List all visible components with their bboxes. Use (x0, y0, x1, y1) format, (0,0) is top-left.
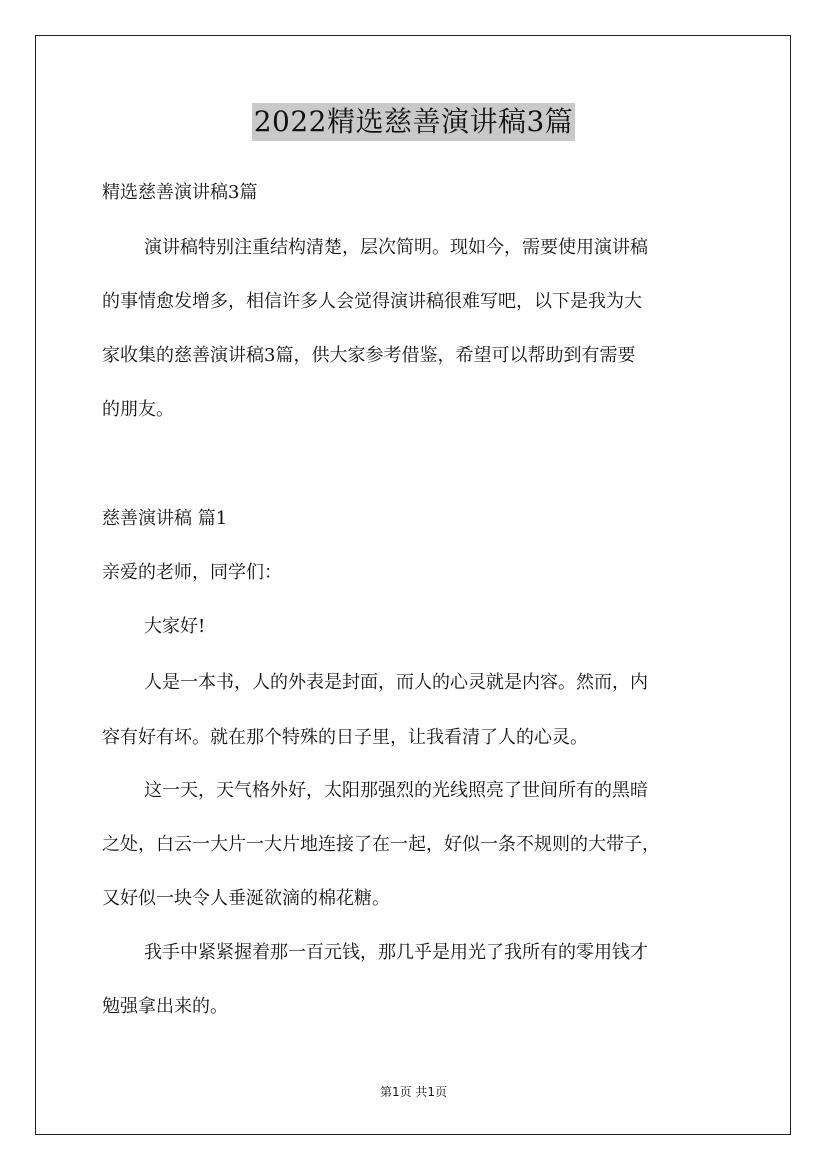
body-paragraph-line: 我手中紧紧握着那一百元钱，那几乎是用光了我所有的零用钱才 (144, 942, 648, 963)
intro-paragraph-line: 的朋友。 (102, 399, 174, 420)
body-paragraph-line: 人是一本书，人的外表是封面，而人的心灵就是内容。然而，内 (144, 672, 648, 693)
body-paragraph-line: 又好似一块令人垂涎欲滴的棉花糖。 (102, 888, 390, 909)
body-paragraph-line: 这一天，天气格外好，太阳那强烈的光线照亮了世间所有的黑暗 (144, 780, 648, 801)
document-title: 2022精选慈善演讲稿3篇 (252, 103, 576, 141)
document-subtitle: 精选慈善演讲稿3篇 (102, 182, 258, 203)
page-number: 第1页 共1页 (379, 1085, 448, 1099)
body-paragraph-line: 之处，白云一大片一大片地连接了在一起，好似一条不规则的大带子， (102, 834, 660, 855)
intro-paragraph-line: 的事情愈发增多，相信许多人会觉得演讲稿很难写吧，以下是我为大 (102, 291, 642, 312)
salutation: 亲爱的老师，同学们： (102, 562, 282, 583)
intro-paragraph-line: 家收集的慈善演讲稿3篇，供大家参考借鉴，希望可以帮助到有需要 (102, 345, 636, 366)
body-paragraph-line: 勉强拿出来的。 (102, 996, 228, 1017)
intro-paragraph-line: 演讲稿特别注重结构清楚，层次简明。现如今，需要使用演讲稿 (144, 237, 648, 258)
title-container (0, 103, 827, 141)
greeting: 大家好! (144, 616, 206, 637)
section-heading: 慈善演讲稿 篇1 (102, 508, 228, 529)
body-paragraph-line: 容有好有坏。就在那个特殊的日子里，让我看清了人的心灵。 (102, 727, 588, 748)
